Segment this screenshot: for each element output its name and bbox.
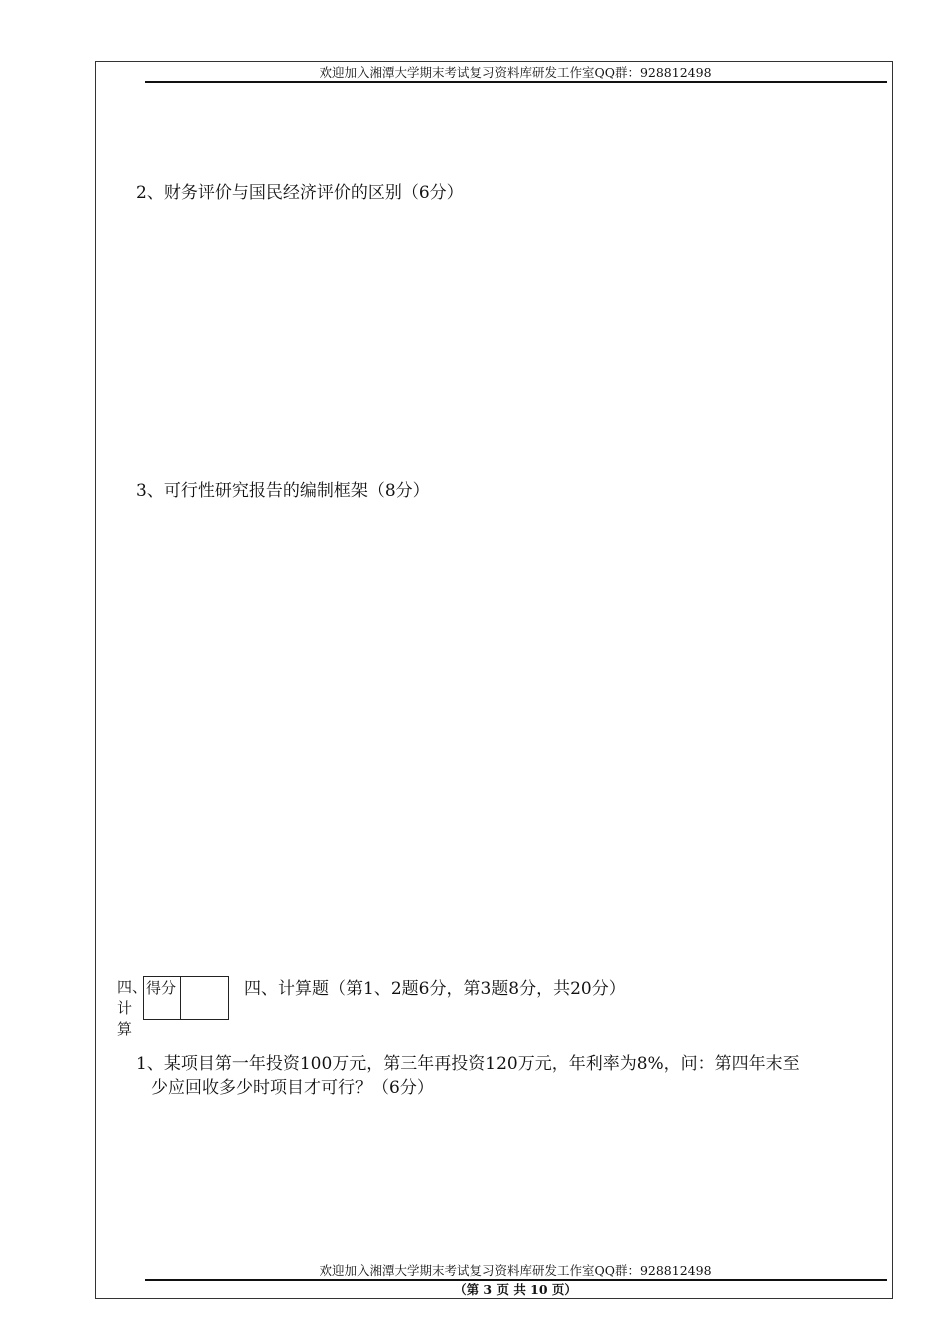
score-box — [143, 976, 229, 1020]
page-footer: 欢迎加入湘潭大学期末考试复习资料库研发工作室QQ群：928812498 — [319, 1263, 712, 1278]
question-1-line-2: 少应回收多少时项目才可行？（6分） — [151, 1078, 434, 1098]
page-header: 欢迎加入湘潭大学期末考试复习资料库研发工作室QQ群：928812498 — [319, 65, 712, 80]
header-rule — [145, 81, 887, 83]
overlapping-section-text: 四、计算 — [117, 978, 148, 1038]
page-number: （第 3 页 共 10 页） — [454, 1282, 577, 1297]
question-3: 3、可行性研究报告的编制框架（8分） — [136, 481, 430, 501]
section-4-title: 四、计算题（第1、2题6分，第3题8分，共20分） — [244, 979, 626, 999]
footer-rule — [145, 1279, 887, 1281]
page-border — [95, 61, 893, 1299]
score-box-divider — [180, 977, 181, 1019]
score-label: 得分 — [146, 979, 177, 997]
section-4-question-1 — [136, 1052, 888, 1100]
question-2: 2、财务评价与国民经济评价的区别（6分） — [136, 183, 464, 203]
question-1-line-1: 1、某项目第一年投资100万元，第三年再投资120万元，年利率为8%，问：第四年末至 — [136, 1054, 800, 1074]
